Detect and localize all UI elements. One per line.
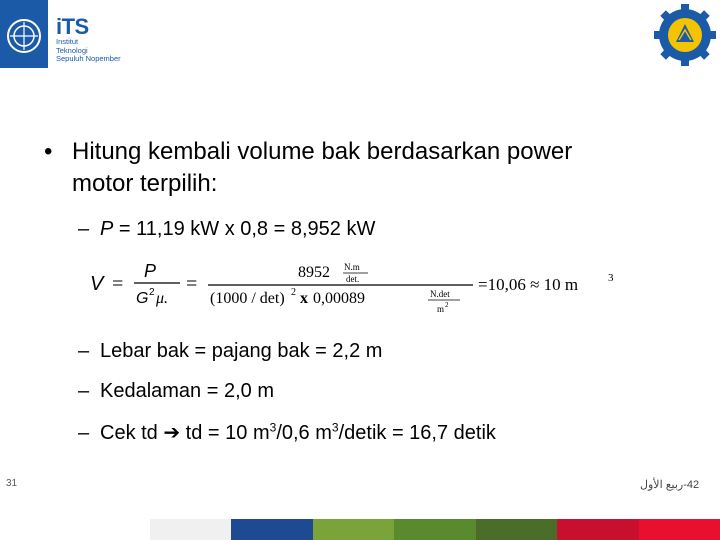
svg-text:2: 2 [149, 287, 155, 298]
svg-text:μ.: μ. [156, 290, 169, 307]
its-logo-text: iTS [56, 14, 89, 39]
svg-text:0,00089: 0,00089 [313, 290, 365, 307]
svg-text:2: 2 [291, 287, 296, 298]
svg-text:(1000 / det): (1000 / det) [210, 290, 285, 307]
svg-text:P: P [144, 261, 157, 281]
svg-text:8952: 8952 [298, 264, 330, 281]
sub-item-lebar: – Lebar bak = pajang bak = 2,2 m [78, 340, 383, 362]
its-logo-subtitle: Institut Teknologi Sepuluh Nopember [56, 37, 121, 63]
svg-text:2: 2 [445, 301, 449, 309]
bullet-icon: • [44, 138, 53, 165]
svg-text:N.m: N.m [344, 262, 360, 272]
svg-text:=10,06 ≈ 10 m: =10,06 ≈ 10 m [478, 275, 579, 294]
sub-item-power: – P = 11,19 kW x 0,8 = 8,952 kW [78, 218, 376, 240]
sub-item-cek-td: – Cek td ➔ td = 10 $m^3/0,6$ $m^3$/detik = 16,7 detik [78, 420, 496, 444]
formula-lhs: V [90, 273, 104, 295]
svg-text:m: m [437, 304, 445, 314]
svg-text:N.det: N.det [430, 289, 450, 299]
sub-item-kedalaman: – Kedalaman = 2,0 m [78, 380, 274, 402]
svg-text:det.: det. [346, 274, 360, 284]
footer-color-bar [150, 519, 720, 540]
main-bullet-text: Hitung kembali volume bak berdasarkan power motor terpilih: [72, 138, 573, 197]
svg-text:=: = [186, 273, 198, 295]
footer-date: 42-ربيع الأول [640, 479, 700, 491]
svg-text:=: = [112, 273, 124, 295]
svg-text:x: x [300, 290, 308, 307]
slide-number: 31 [6, 478, 18, 489]
arrow-right-icon: ➔ [163, 422, 181, 444]
volume-formula [88, 255, 633, 325]
svg-text:3: 3 [608, 272, 614, 284]
svg-text:G: G [136, 290, 149, 307]
